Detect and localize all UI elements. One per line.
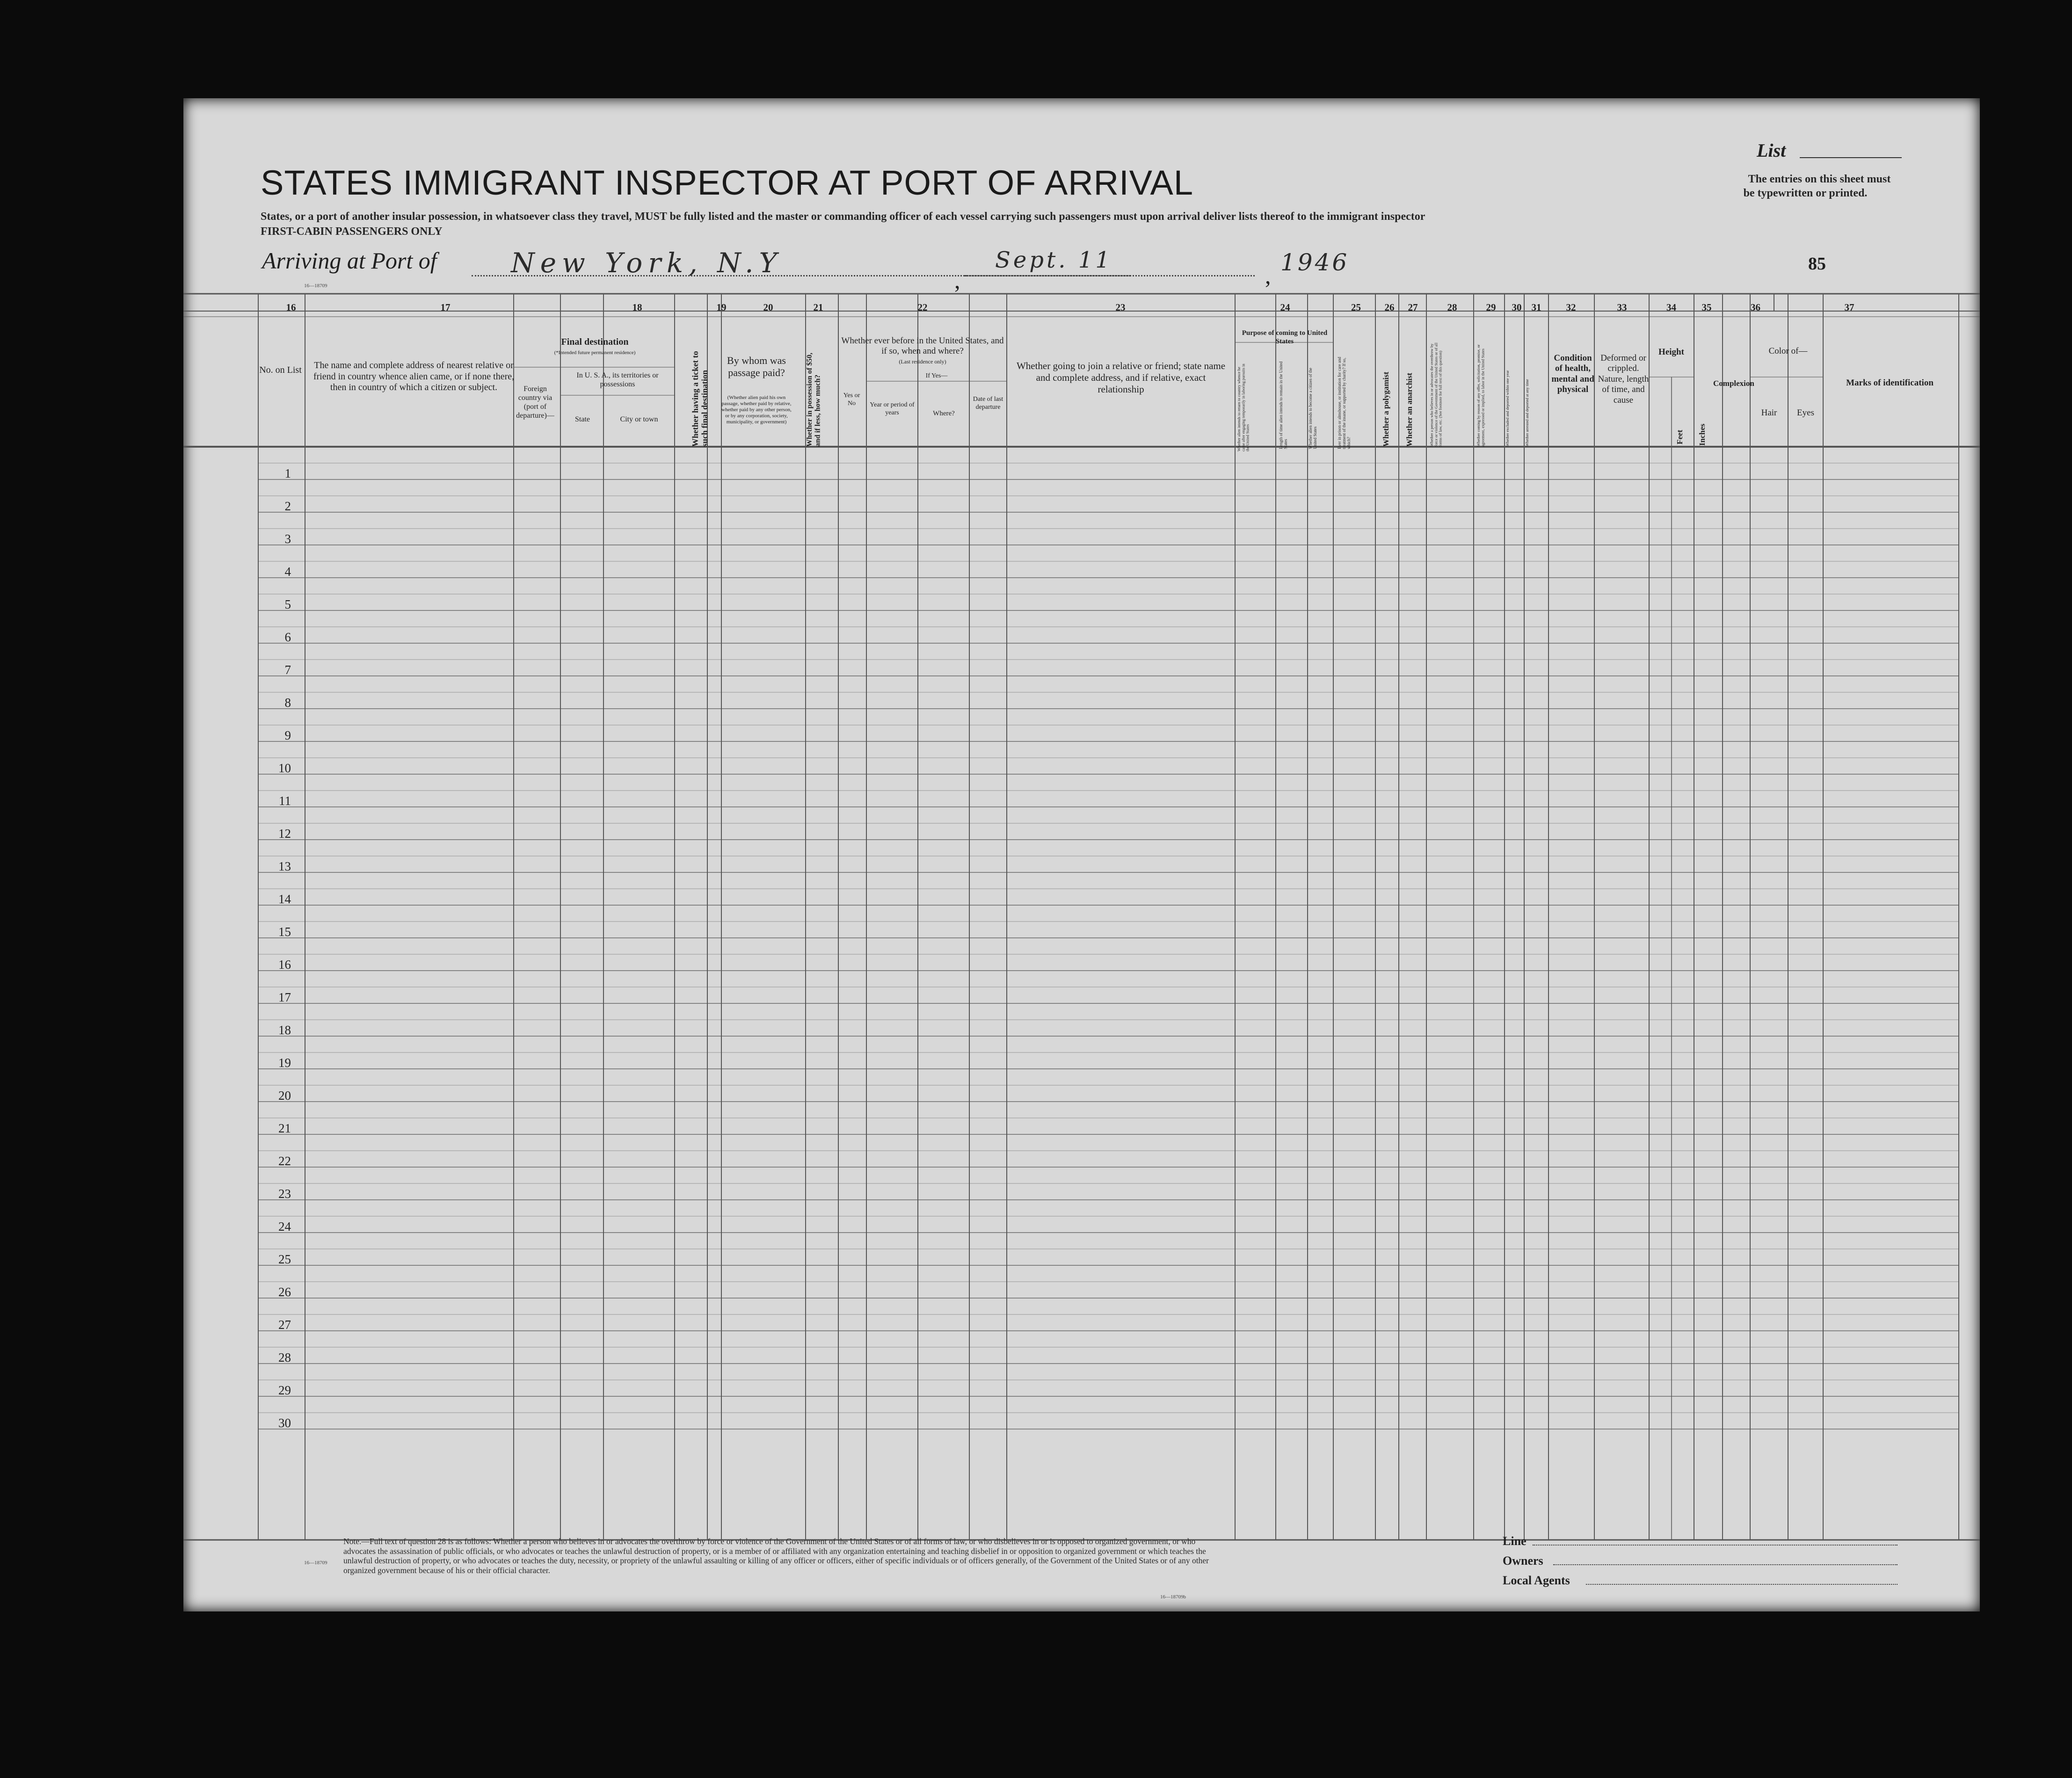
row-number: 5 xyxy=(284,597,291,611)
row-number: 6 xyxy=(284,630,291,644)
row-number: 14 xyxy=(278,892,291,906)
header-if-yes: If Yes— xyxy=(925,372,948,379)
column-number: 24 xyxy=(1280,302,1290,313)
row-number: 9 xyxy=(284,728,291,742)
column-number: 25 xyxy=(1351,302,1361,313)
header-purpose-return: Whether alien intends to return to country whence he came after engaging temporarily in laboring pursuits in the United States xyxy=(1236,363,1250,451)
column-number: 26 xyxy=(1384,302,1395,313)
port-value: New York, N.Y xyxy=(511,247,783,279)
header-purpose-citizen: Whether alien intends to become a citizen of the United States xyxy=(1308,368,1317,449)
header-yes-or-no: Yes or No xyxy=(843,392,860,407)
header-ticket: Whether having a ticket to such final destination xyxy=(691,351,709,447)
date-value: Sept. 11 xyxy=(995,247,1112,273)
header-height: Height xyxy=(1658,347,1684,357)
footnote-question-28: Note.—Full text of question 28 is as follows: Whether a person who believes in or advocates the overthrow by force or violence of the Government of the United States or of all forms of law, or who disbelieves in or is opposed to organized government, or who advocates the assassination of public officials, or who advocates or teaches the unlawful destruction of property, or is a member of or affiliated with any organization entertaining and teaching disbelief in or opposition to organized government or which teaches the unlawful destruction of property, or who advocates or teaches the duty, necessity, or propriety of the unlawful assaulting or killing of any officer or officers, either of specific individuals or of officers generally, of the Government of the United States or of any other organized government because of his or their official character. xyxy=(343,1537,1209,1575)
column-number: 35 xyxy=(1701,302,1712,313)
row-number: 20 xyxy=(278,1089,291,1103)
comma-separator: , xyxy=(1265,262,1271,289)
header-final-destination-note: (*Intended future permanent residence) xyxy=(554,350,636,356)
owners-field xyxy=(1553,1564,1898,1565)
column-number: 33 xyxy=(1617,302,1627,313)
local-agents-field xyxy=(1586,1584,1898,1585)
header-passage-paid: By whom was passage paid? xyxy=(727,355,786,378)
passenger-class: FIRST-CABIN PASSENGERS ONLY xyxy=(261,225,443,238)
header-excluded-deported: Whether excluded and deported within one year xyxy=(1505,370,1510,447)
column-number: 34 xyxy=(1666,302,1676,313)
header-overthrow: Whether a person who believes in or advocates the overthrow by force or violence of the Government of the United States or of all forms of law, etc. (See footnote for full text of this question) xyxy=(1429,342,1443,447)
header-foreign-country: Foreign country via (port of departure)— xyxy=(516,385,554,420)
row-number: 22 xyxy=(278,1154,291,1168)
column-number: 32 xyxy=(1566,302,1576,313)
header-joining-relative: Whether going to join a relative or friend; state name and complete address, and if relative, exact relationship xyxy=(1016,360,1226,395)
row-number: 16 xyxy=(278,958,291,972)
header-anarchist: Whether an anarchist xyxy=(1405,372,1414,447)
header-purpose: Purpose of coming to United States xyxy=(1242,329,1328,345)
row-number: 29 xyxy=(278,1383,291,1397)
row-number: 19 xyxy=(278,1056,291,1070)
header-passage-paid-note: (Whether alien paid his own passage, whether paid by relative, whether paid by any other person, or by any corporation, society, municipality, or government) xyxy=(721,395,792,425)
row-number: 12 xyxy=(278,827,291,841)
header-hair: Hair xyxy=(1761,408,1777,418)
instructions-line-1: The entries on this sheet must xyxy=(1748,173,1891,185)
column-number: 27 xyxy=(1408,302,1418,313)
row-number: 4 xyxy=(284,565,291,579)
column-number: 36 xyxy=(1751,302,1760,313)
header-prison: Ever in prison or almshouse, or institution for care and treatment of the insane, or supported by charity? If so, which? xyxy=(1337,357,1351,449)
row-number: 18 xyxy=(278,1023,291,1037)
row-number: 24 xyxy=(278,1219,291,1234)
column-number: 17 xyxy=(440,302,451,313)
manifest-grid xyxy=(183,98,1980,1611)
header-color-of: Color of— xyxy=(1768,346,1808,356)
header-final-destination: Final destination xyxy=(561,337,629,347)
row-number: 30 xyxy=(278,1416,291,1430)
form-code-bottom: 16—18709 xyxy=(304,1560,327,1566)
header-last-residence-note: (Last residence only) xyxy=(899,358,946,365)
column-number: 28 xyxy=(1447,302,1457,313)
header-feet: Feet xyxy=(1675,429,1684,444)
header-inches: Inches xyxy=(1698,423,1707,446)
column-number: 18 xyxy=(632,302,642,313)
column-number: 31 xyxy=(1531,302,1541,313)
header-polygamist: Whether a polygamist xyxy=(1381,371,1390,447)
header-purpose-length: Length of time alien intends to remain in the United States xyxy=(1279,361,1288,449)
row-number: 11 xyxy=(279,794,291,808)
row-number: 7 xyxy=(284,663,291,677)
arriving-label: Arriving at Port of xyxy=(262,247,437,274)
line-field xyxy=(1533,1545,1898,1546)
row-number: 25 xyxy=(278,1252,291,1266)
row-number: 27 xyxy=(278,1318,291,1332)
header-nearest-relative: The name and complete address of nearest relative or friend in country whence alien came, or if none there, then in country of which a citizen or subject. xyxy=(313,360,515,393)
header-eyes: Eyes xyxy=(1797,408,1814,418)
row-number: 28 xyxy=(278,1350,291,1364)
header-fifty-dollars: Whether in possession of $50, and if less, how much? xyxy=(806,352,822,447)
row-number: 13 xyxy=(278,859,291,873)
footnote-code: 16—18709b xyxy=(1160,1594,1186,1600)
year-value: 1946 xyxy=(1280,249,1350,276)
header-labor-offer: Whether coming by reason of any offer, solicitation, promise, or agreement, expressed or implied, to labor in the United States xyxy=(1476,344,1485,447)
column-number: 23 xyxy=(1115,302,1126,313)
column-number: 22 xyxy=(917,302,928,313)
instructions-line-2: be typewritten or printed. xyxy=(1743,187,1868,199)
column-number: 29 xyxy=(1486,302,1496,313)
form-code: 16—18709 xyxy=(304,283,327,289)
header-no-on-list: No. on List xyxy=(259,365,302,375)
header-previously-in-us: Whether ever before in the United States, and if so, when and where? xyxy=(841,336,1004,356)
column-number: 20 xyxy=(763,302,773,313)
row-number: 15 xyxy=(278,925,291,939)
comma-separator: , xyxy=(954,267,960,293)
header-year-period: Year or period of years xyxy=(870,401,915,416)
row-number: 2 xyxy=(284,499,291,513)
header-in-usa: In U. S. A., its territories or possessions xyxy=(576,371,659,388)
column-number: 19 xyxy=(716,302,727,313)
page-number: 85 xyxy=(1808,254,1826,274)
column-number: 30 xyxy=(1512,302,1522,313)
page-title: STATES IMMIGRANT INSPECTOR AT PORT OF ARRIVAL xyxy=(261,163,1194,202)
row-number: 10 xyxy=(278,761,291,775)
header-health: Condition of health, mental and physical xyxy=(1551,353,1594,395)
row-number: 23 xyxy=(278,1187,291,1201)
header-state: State xyxy=(575,415,590,423)
list-label: List xyxy=(1757,140,1786,161)
header-complexion: Complexion xyxy=(1713,379,1754,388)
row-number: 26 xyxy=(278,1285,291,1299)
column-number: 37 xyxy=(1844,302,1854,313)
manifest-sheet xyxy=(183,98,1980,1611)
line-label: Line xyxy=(1503,1534,1527,1548)
header-deformed: Deformed or crippled. Nature, length of time, and cause xyxy=(1598,353,1649,405)
local-agents-label: Local Agents xyxy=(1503,1574,1570,1587)
header-marks: Marks of identification xyxy=(1846,378,1934,388)
row-number: 3 xyxy=(284,532,291,546)
row-number: 1 xyxy=(284,466,291,480)
row-number: 17 xyxy=(278,990,291,1004)
row-number: 21 xyxy=(278,1121,291,1135)
row-number: 8 xyxy=(284,696,291,710)
header-where: Where? xyxy=(933,410,955,417)
header-last-departure: Date of last departure xyxy=(973,396,1003,411)
page-subtitle: States, or a port of another insular possession, in whatsoever class they travel, MUST be fully listed and the master or commanding officer of each vessel carrying such passengers must upon arrival deliver lists thereof to the immigrant inspector xyxy=(261,210,1425,223)
header-city: City or town xyxy=(620,415,658,423)
header-arrested-deported: Whether arrested and deported at any time xyxy=(1525,379,1529,447)
column-number: 21 xyxy=(813,302,823,313)
owners-label: Owners xyxy=(1503,1554,1543,1568)
column-number: 16 xyxy=(286,302,296,313)
